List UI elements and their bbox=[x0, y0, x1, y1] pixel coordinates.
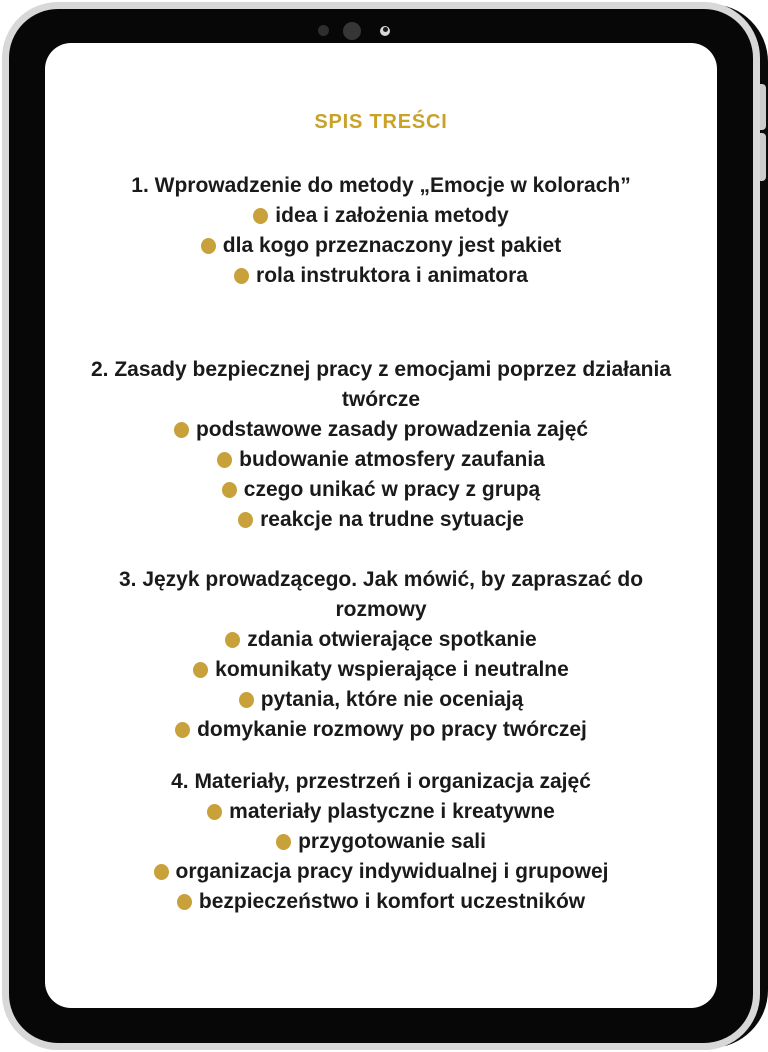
toc-item-label: komunikaty wspierające i neutralne bbox=[215, 658, 569, 681]
page-title: SPIS TREŚCI bbox=[314, 111, 448, 133]
toc-item-label: materiały plastyczne i kreatywne bbox=[229, 800, 555, 823]
list-item bbox=[87, 231, 675, 261]
tablet-screen bbox=[45, 43, 717, 1008]
toc-item-label: bezpieczeństwo i komfort uczestników bbox=[198, 890, 586, 913]
section-1-heading: 1. Wprowadzenie do metody „Emocje w kolorach” bbox=[131, 174, 631, 197]
list-item bbox=[87, 655, 675, 685]
bullet-dot-icon bbox=[154, 864, 169, 880]
toc-item-label: podstawowe zasady prowadzenia zajęć bbox=[195, 418, 589, 441]
bullet-dot-icon bbox=[225, 632, 240, 648]
list-item bbox=[87, 505, 675, 535]
bullet-dot-icon bbox=[174, 422, 189, 438]
toc-section-4 bbox=[87, 767, 675, 917]
toc-item-label: dla kogo przeznaczony jest pakiet bbox=[222, 234, 562, 257]
bullet-dot-icon bbox=[253, 208, 268, 224]
bullet-dot-icon bbox=[177, 894, 192, 910]
list-item bbox=[87, 415, 675, 445]
list-item bbox=[87, 625, 675, 655]
bullet-dot-icon bbox=[193, 662, 208, 678]
bullet-dot-icon bbox=[222, 482, 237, 498]
list-item bbox=[87, 261, 675, 291]
bullet-dot-icon bbox=[175, 722, 190, 738]
section-4-heading: 4. Materiały, przestrzeń i organizacja zajęć bbox=[171, 770, 591, 793]
toc-item-label: idea i założenia metody bbox=[275, 204, 509, 227]
sensor-dot-icon bbox=[318, 25, 329, 36]
list-item bbox=[87, 475, 675, 505]
toc-item-label: budowanie atmosfery zaufania bbox=[239, 448, 545, 471]
bullet-dot-icon bbox=[276, 834, 291, 850]
bullet-dot-icon bbox=[238, 512, 253, 528]
section-2-heading: 2. Zasady bezpiecznej pracy z emocjami poprzez działania twórcze bbox=[90, 358, 672, 411]
list-item bbox=[87, 827, 675, 857]
toc-section-2 bbox=[87, 355, 675, 535]
list-item bbox=[87, 201, 675, 231]
toc-item-label: zdania otwierające spotkanie bbox=[247, 628, 537, 651]
list-item bbox=[87, 887, 675, 917]
camera-cluster bbox=[312, 16, 402, 42]
toc-item-label: pytania, które nie oceniają bbox=[260, 688, 524, 711]
bullet-dot-icon bbox=[207, 804, 222, 820]
toc-section-1 bbox=[87, 171, 675, 291]
tablet-frame bbox=[2, 2, 760, 1050]
camera-pupil-icon bbox=[383, 27, 388, 32]
front-camera-icon bbox=[343, 22, 361, 40]
list-item bbox=[87, 685, 675, 715]
bullet-dot-icon bbox=[239, 692, 254, 708]
bullet-dot-icon bbox=[217, 452, 232, 468]
list-item bbox=[87, 857, 675, 887]
camera-lens-icon bbox=[380, 26, 390, 36]
bullet-dot-icon bbox=[201, 238, 216, 254]
toc-item-label: przygotowanie sali bbox=[298, 830, 486, 853]
toc-item-label: domykanie rozmowy po pracy twórczej bbox=[197, 718, 587, 741]
toc-item-label: organizacja pracy indywidualnej i grupowej bbox=[175, 860, 609, 883]
toc-item-label: czego unikać w pracy z grupą bbox=[243, 478, 541, 501]
bullet-dot-icon bbox=[234, 268, 249, 284]
toc-item-label: reakcje na trudne sytuacje bbox=[260, 508, 524, 531]
list-item bbox=[87, 797, 675, 827]
toc-section-3 bbox=[87, 565, 675, 745]
toc-item-label: rola instruktora i animatora bbox=[256, 264, 528, 287]
toc-page bbox=[45, 43, 717, 1008]
list-item bbox=[87, 445, 675, 475]
list-item bbox=[87, 715, 675, 745]
section-3-heading: 3. Język prowadzącego. Jak mówić, by zapraszać do rozmowy bbox=[118, 568, 644, 621]
